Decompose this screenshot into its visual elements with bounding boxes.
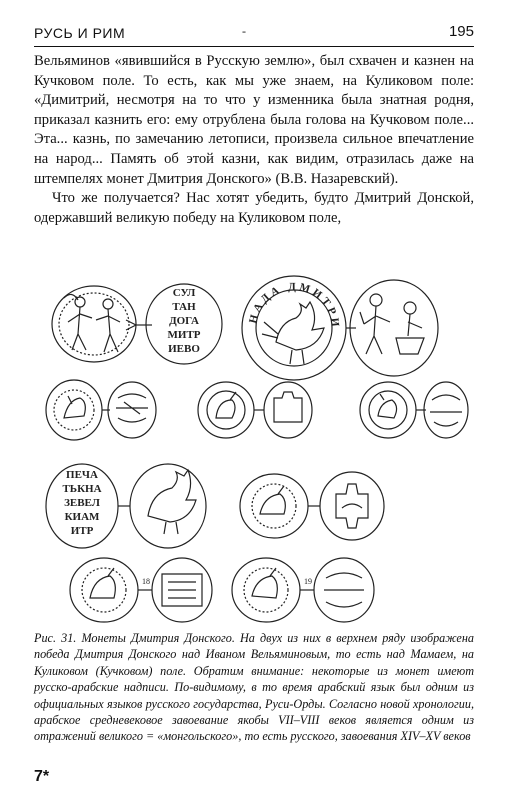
coin-legend-line: СУЛ (172, 287, 196, 299)
signature-mark: 7* (34, 768, 50, 785)
coin-legend-line: ТАН (172, 301, 196, 313)
coin-r4c1 (70, 558, 138, 622)
coin-legend-line: ДОГА (169, 315, 199, 327)
arrow-icon (126, 320, 136, 330)
paragraph-2: Что же получается? Нас хотят убедить, будто Дмитрий Донской, одержавший великую победу на Куликовом поле, (34, 190, 474, 226)
coin-r4c4 (314, 558, 374, 622)
body-text (34, 52, 474, 228)
coin-legend-line: ПЕЧА (66, 469, 98, 481)
coin-rim-legend: НАДА ДМИТРИ (247, 280, 342, 331)
coin-r2c3 (198, 382, 254, 438)
coin-figure (34, 272, 474, 624)
coin-r4c2 (152, 558, 212, 622)
coin-r1c2-text (168, 287, 201, 355)
coin-r3c1-text (62, 469, 101, 537)
coin-r1c1 (52, 286, 136, 362)
header-dash: - (242, 24, 246, 38)
coins-illustration (34, 272, 474, 624)
coin-legend-line: КИАМ (64, 511, 100, 523)
coin-r2c5 (360, 382, 416, 438)
coin-r4c3 (232, 558, 300, 622)
coin-r2c2 (108, 382, 156, 438)
coin-r3c3 (240, 474, 308, 538)
paragraph-1: Вельяминов «явившийся в Русскую землю», был схвачен и казнен на Кучковом поле. То есть, как мы уже знаем, на Куликовом поле: «Димитрий, несмотря на то что у изменника была знатная родня, приказал казнить его: ему отрублена была голова на Кучковом поле... Эта... казнь, по замечанию летописи, произвела сильное впечатление на народ... Память об этой казни, как видим, отразилась даже на штемпелях монет Дмитрия Донского» (В.В. Назаревский). (34, 53, 474, 187)
running-head-title: РУСЬ И РИМ (34, 25, 126, 41)
coin-r1c4 (350, 280, 438, 376)
page-number: 195 (448, 23, 474, 40)
running-header (34, 22, 474, 47)
coin-legend-line: ИТР (70, 525, 94, 537)
coin-legend-line: ИЕВО (168, 343, 200, 355)
coin-r3c2 (130, 464, 206, 548)
coin-r2c1 (46, 380, 102, 440)
coin-r2c6 (424, 382, 468, 438)
mold-number: 18 (142, 577, 150, 586)
coin-r3c4 (320, 472, 384, 540)
coin-legend-line: МИТР (167, 329, 201, 341)
mold-number: 19 (304, 577, 312, 586)
figure-caption: Рис. 31. Монеты Дмитрия Донского. На двух из них в верхнем ряду изображена победа Дмитрия Донского над Иваном Вельяминовым, то есть над Мамаем, на Куликовом (Кучковом) поле. Обратим внимание: некоторые из монет имеют русско-арабские надписи. По-видимому, в то время арабский язык был одним из официальных языков русского государства, Руси-Орды. Согласно новой хронологии, арабское средневековое завоевание якобы VII–VIII веков является одним из отражений великого = «монгольского», то есть русского, завоевания XIV–XV веков (34, 631, 474, 744)
coin-legend-line: ЗЕВЕЛ (64, 497, 100, 509)
coin-legend-line: ТЬКНА (62, 483, 102, 495)
coin-r2c4 (264, 382, 312, 438)
